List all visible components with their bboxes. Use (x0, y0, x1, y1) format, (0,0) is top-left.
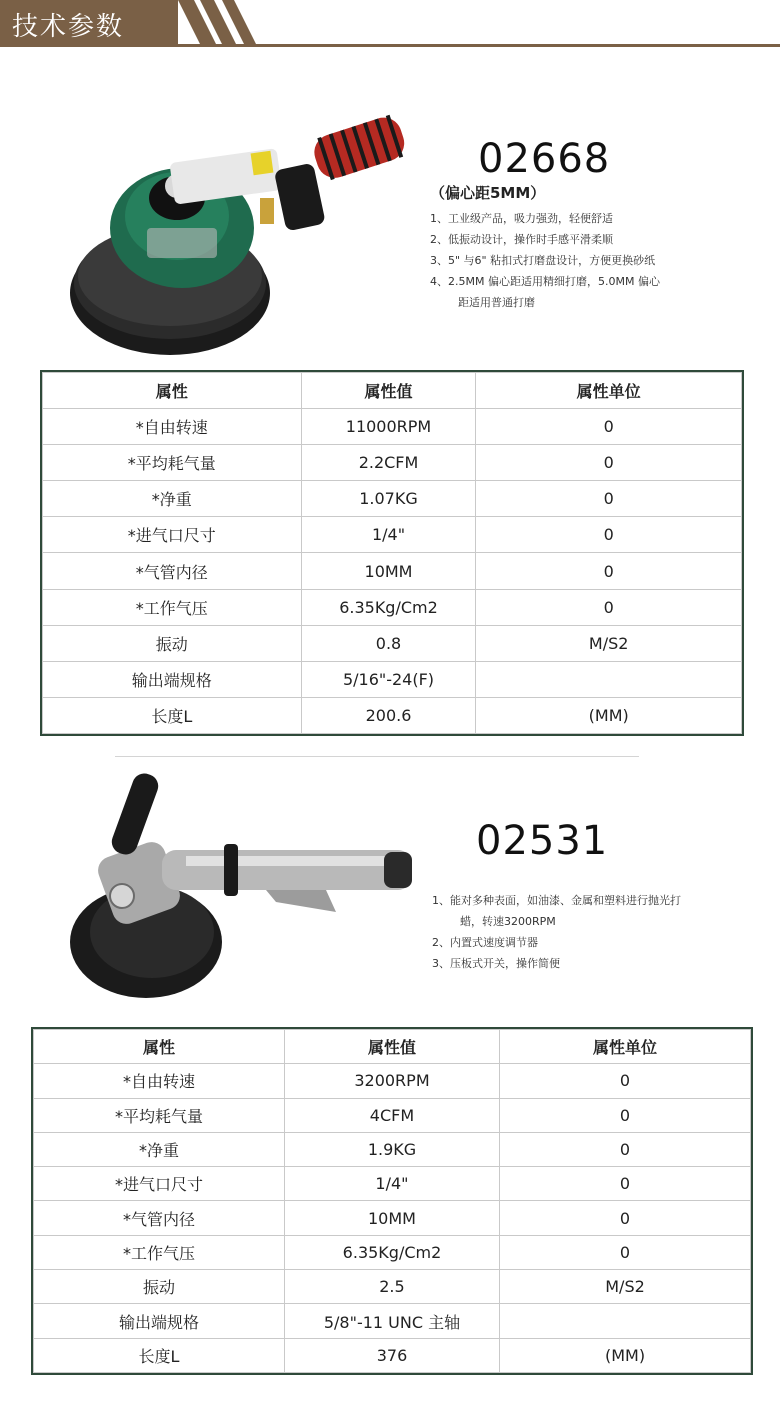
attr-value: 11000RPM (301, 409, 476, 445)
attr-name: 振动 (34, 1270, 285, 1304)
section-divider (115, 756, 639, 757)
section-header (0, 0, 780, 48)
attr-name: *进气口尺寸 (34, 1167, 285, 1201)
attr-value: 1.9KG (284, 1132, 499, 1166)
attr-unit: 0 (500, 1064, 751, 1098)
attr-unit: 0 (476, 409, 742, 445)
feature-item: 2、内置式速度调节器 (432, 936, 538, 949)
feature-item: 2、低振动设计，操作时手感平滑柔顺 (430, 233, 613, 246)
attr-value: 10MM (284, 1201, 499, 1235)
column-header: 属性值 (301, 373, 476, 409)
product-model: 02668 (478, 136, 611, 182)
feature-item: 1、工业级产品，吸力强劲，轻便舒适 (430, 212, 613, 225)
table-row (34, 1167, 751, 1201)
feature-list (430, 208, 660, 313)
table-row (34, 1270, 751, 1304)
spec-table (40, 370, 744, 736)
attr-name: 振动 (43, 625, 302, 661)
attr-name: *工作气压 (34, 1235, 285, 1269)
table-row (43, 445, 742, 481)
attr-name: *净重 (43, 481, 302, 517)
attr-name: 输出端规格 (34, 1304, 285, 1338)
attr-value: 5/16"-24(F) (301, 661, 476, 697)
attr-value: 5/8"-11 UNC 主轴 (284, 1304, 499, 1338)
feature-item: 3、压板式开关，操作简便 (432, 957, 560, 970)
table-row (34, 1064, 751, 1098)
attr-value: 0.8 (301, 625, 476, 661)
attr-value: 6.35Kg/Cm2 (284, 1235, 499, 1269)
attr-value: 1/4" (301, 517, 476, 553)
table-row (34, 1235, 751, 1269)
attr-unit: 0 (500, 1132, 751, 1166)
attr-value: 10MM (301, 553, 476, 589)
feature-item: 距适用普通打磨 (458, 296, 535, 309)
table-row (34, 1132, 751, 1166)
column-header: 属性值 (284, 1030, 499, 1064)
table-row (43, 409, 742, 445)
attr-name: *净重 (34, 1132, 285, 1166)
attr-unit (476, 661, 742, 697)
attr-unit: M/S2 (476, 625, 742, 661)
attr-name: 长度L (43, 697, 302, 733)
attr-unit: 0 (476, 445, 742, 481)
attr-unit: 0 (500, 1235, 751, 1269)
attr-unit: 0 (500, 1167, 751, 1201)
attr-value: 2.5 (284, 1270, 499, 1304)
attr-unit (500, 1304, 751, 1338)
feature-list (432, 890, 681, 974)
attr-value: 1.07KG (301, 481, 476, 517)
column-header: 属性单位 (500, 1030, 751, 1064)
table-row (43, 661, 742, 697)
attr-name: *气管内径 (43, 553, 302, 589)
table-row (43, 553, 742, 589)
column-header: 属性 (34, 1030, 285, 1064)
table-row (34, 1304, 751, 1338)
product-model: 02531 (476, 818, 609, 864)
attr-unit: (MM) (500, 1338, 751, 1372)
attr-value: 6.35Kg/Cm2 (301, 589, 476, 625)
table-row (43, 481, 742, 517)
attr-value: 2.2CFM (301, 445, 476, 481)
table-header-row (43, 373, 742, 409)
attr-value: 4CFM (284, 1098, 499, 1132)
attr-name: *工作气压 (43, 589, 302, 625)
attr-unit: 0 (500, 1201, 751, 1235)
column-header: 属性 (43, 373, 302, 409)
attr-name: *平均耗气量 (43, 445, 302, 481)
header-stripes (160, 0, 260, 44)
table-row (34, 1098, 751, 1132)
spec-table (31, 1027, 753, 1375)
attr-unit: 0 (476, 553, 742, 589)
attr-unit: (MM) (476, 697, 742, 733)
header-rule (0, 44, 780, 47)
attr-name: *进气口尺寸 (43, 517, 302, 553)
table-header-row (34, 1030, 751, 1064)
column-header: 属性单位 (476, 373, 742, 409)
attr-value: 1/4" (284, 1167, 499, 1201)
attr-name: *自由转速 (43, 409, 302, 445)
table-row (43, 697, 742, 733)
attr-name: *气管内径 (34, 1201, 285, 1235)
feature-item: 3、5" 与6" 粘扣式打磨盘设计，方便更换砂纸 (430, 254, 656, 267)
attr-unit: 0 (476, 481, 742, 517)
feature-item: 1、能对多种表面，如油漆、金属和塑料进行抛光打 (432, 894, 681, 907)
feature-item: 蜡，转速3200RPM (460, 915, 556, 928)
attr-name: 长度L (34, 1338, 285, 1372)
product-subtitle: （偏心距5MM） (430, 184, 546, 202)
attr-value: 376 (284, 1338, 499, 1372)
attr-unit: 0 (476, 589, 742, 625)
attr-name: 输出端规格 (43, 661, 302, 697)
header-title: 技术参数 (12, 12, 125, 42)
attr-value: 3200RPM (284, 1064, 499, 1098)
table-row (43, 625, 742, 661)
attr-name: *平均耗气量 (34, 1098, 285, 1132)
attr-name: *自由转速 (34, 1064, 285, 1098)
angle-polisher-image (66, 772, 426, 1002)
random-orbital-sander-image (52, 108, 420, 368)
attr-unit: 0 (500, 1098, 751, 1132)
table-row (34, 1201, 751, 1235)
attr-value: 200.6 (301, 697, 476, 733)
attr-unit: 0 (476, 517, 742, 553)
table-row (43, 517, 742, 553)
table-row (34, 1338, 751, 1372)
table-row (43, 589, 742, 625)
attr-unit: M/S2 (500, 1270, 751, 1304)
feature-item: 4、2.5MM 偏心距适用精细打磨，5.0MM 偏心 (430, 275, 660, 288)
